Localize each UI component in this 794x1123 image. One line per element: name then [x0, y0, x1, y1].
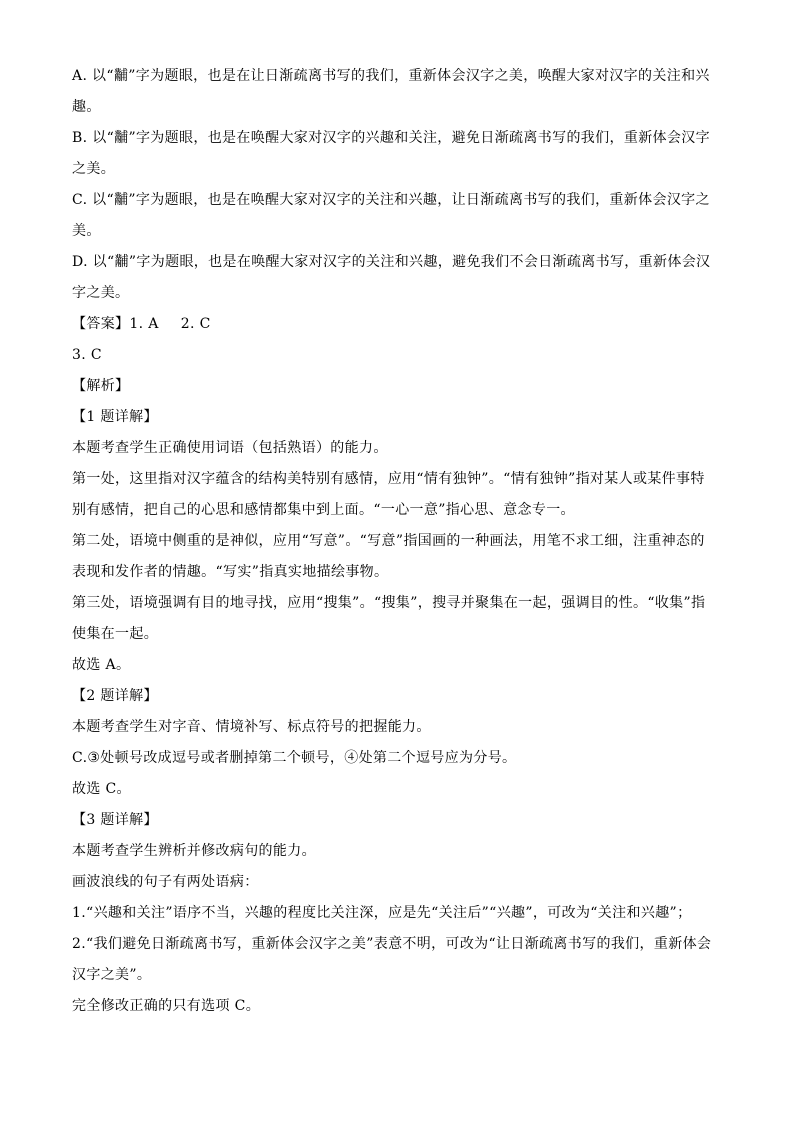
q2-line-1: 本题考查学生对字音、情境补写、标点符号的把握能力。 [72, 719, 431, 735]
q2-line-2: C.③处顿号改成逗号或者删掉第二个顿号，④处第二个逗号应为分号。 [72, 750, 517, 766]
document-page [72, 61, 722, 1022]
q1-line-4: 第二处，语境中侧重的是神似，应用“写意”。“写意”指国画的一种画法，用笔不求工细，注重神态的 [72, 533, 705, 549]
answer-label: 【答案】 [72, 316, 130, 332]
q1-line-7: 使集在一起。 [72, 626, 159, 642]
q3-line-2: 画波浪线的句子有两处语病： [72, 874, 259, 890]
q1-line-5: 表现和发作者的情趣。“写实”指真实地描绘事物。 [72, 564, 389, 580]
option-c-line-1: C. 以“黼”字为题眼，也是在唤醒大家对汉字的关注和兴趣，让日渐疏离书写的我们，重新体会汉字之 [72, 192, 710, 208]
option-a-line-2: 趣。 [72, 99, 101, 115]
q2-heading: 【2 题详解】 [72, 688, 158, 704]
option-b-line-2: 之美。 [72, 161, 116, 177]
q1-line-1: 本题考查学生正确使用词语（包括熟语）的能力。 [72, 440, 388, 456]
q3-line-6: 完全修改正确的只有选项 C。 [72, 998, 261, 1014]
option-b-line-1: B. 以“黼”字为题眼，也是在唤醒大家对汉字的兴趣和关注，避免日渐疏离书写的我们，重新体会汉字 [72, 130, 710, 146]
q3-line-5: 汉字之美”。 [72, 967, 152, 983]
q2-line-3: 故选 C。 [72, 781, 131, 797]
option-a-line-1: A. 以“黼”字为题眼，也是在让日渐疏离书写的我们，重新体会汉字之美，唤醒大家对汉字的关注和兴 [72, 68, 710, 84]
q1-line-2: 第一处，这里指对汉字蕴含的结构美特别有感情，应用“情有独钟”。“情有独钟”指对某人或某件事特 [72, 471, 705, 487]
analysis-label: 【解析】 [72, 378, 130, 394]
answer-line [72, 309, 722, 340]
option-c-line-2: 美。 [72, 223, 101, 239]
q1-heading: 【1 题详解】 [72, 409, 158, 425]
q1-line-3: 别有感情，把自己的心思和感情都集中到上面。“一心一意”指心思、意念专一。 [72, 502, 575, 518]
answer-2: 2. C [180, 316, 211, 332]
q3-heading: 【3 题详解】 [72, 812, 158, 828]
q1-line-6: 第三处，语境强调有目的地寻找，应用“搜集”。“搜集”，搜寻并聚集在一起，强调目的性。“收集”指 [72, 595, 706, 611]
option-d-line-1: D. 以“黼”字为题眼，也是在唤醒大家对汉字的关注和兴趣，避免我们不会日渐疏离书写，重新体会汉 [72, 254, 711, 270]
q3-line-1: 本题考查学生辨析并修改病句的能力。 [72, 843, 316, 859]
q3-line-4: 2.“我们避免日渐疏离书写，重新体会汉字之美”表意不明，可改为“让日渐疏离书写的我们，重新体会 [72, 936, 712, 952]
q3-line-3: 1.“兴趣和关注”语序不当，兴趣的程度比关注深，应是先“关注后”“兴趣”，可改为“关注和兴趣”； [72, 905, 692, 921]
answer-1: 1. A [129, 316, 159, 332]
answer-3: 3. C [72, 347, 102, 363]
q1-line-8: 故选 A。 [72, 657, 131, 673]
option-d-line-2: 字之美。 [72, 285, 130, 301]
